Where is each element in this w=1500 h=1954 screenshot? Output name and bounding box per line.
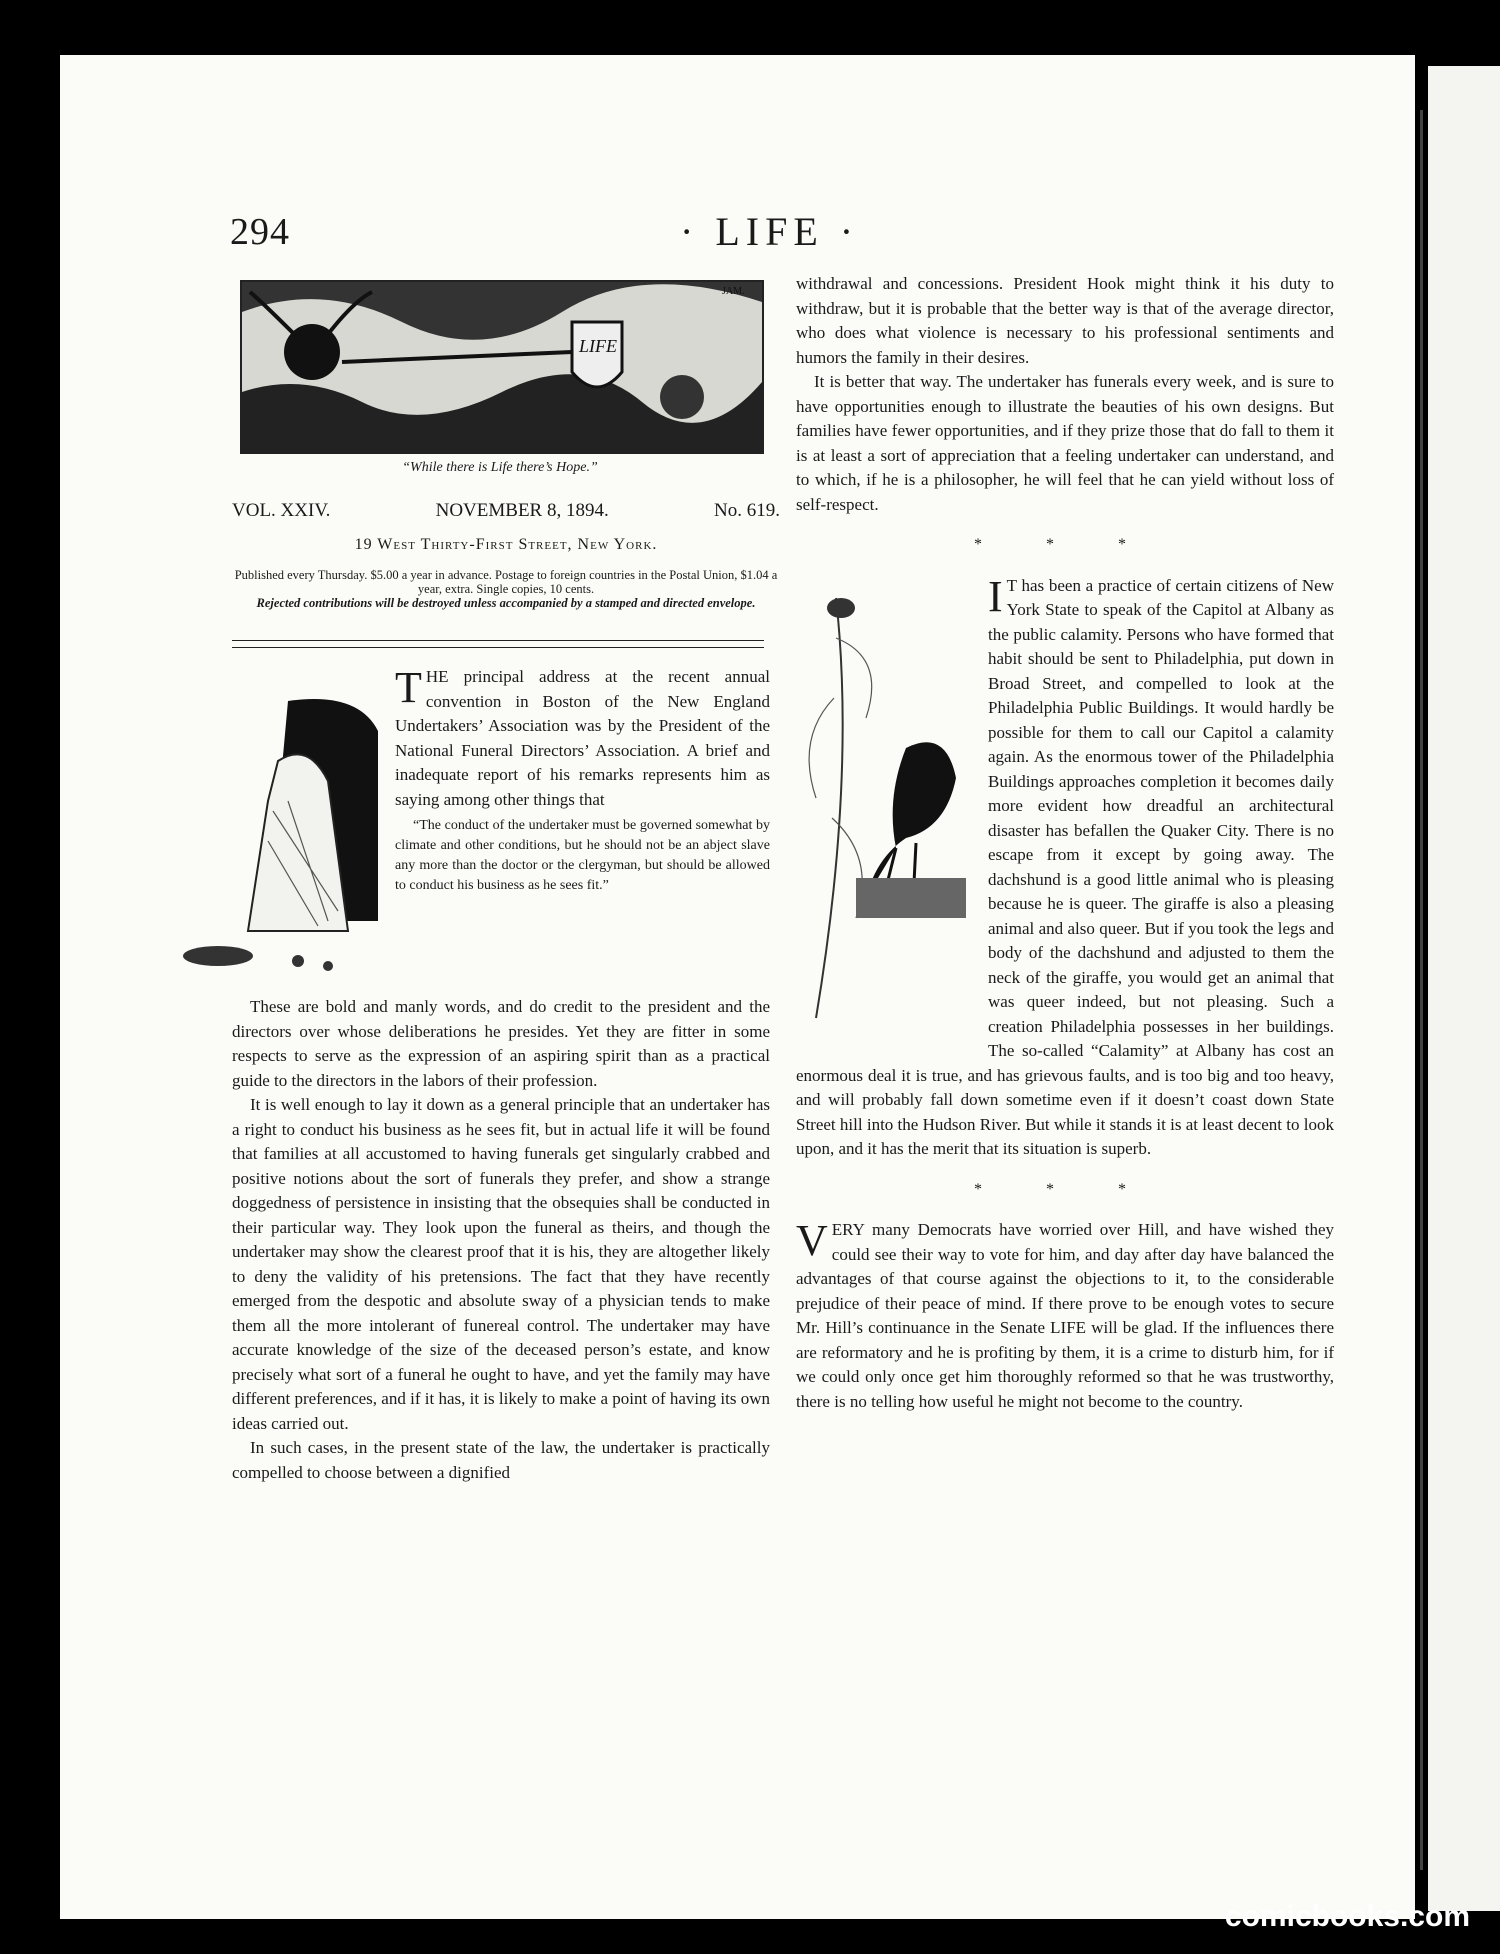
- shield-lettering: LIFE: [579, 336, 617, 356]
- publishing-info: [232, 568, 780, 610]
- volume-line: [232, 500, 780, 522]
- issue-date: NOVEMBER 8, 1894.: [435, 500, 609, 521]
- undertaker-continued: withdrawal and concessions. President Hook might think it his duty to withdraw, but it is probable that the better way is that of the average director, who does what violence is necessary to his professional sentiments and humors the family in their desires.: [796, 274, 1334, 367]
- address: 19 West Thirty-First Street, New York.: [354, 536, 658, 553]
- issue-number: No. 619.: [714, 500, 780, 521]
- right-column: [796, 272, 1334, 1414]
- subscription-info: Published every Thursday. $5.00 a year in advance. Postage to foreign countries in the Postal Union, $1.04 a year, extra. Single copies, 10 cents.: [234, 568, 778, 596]
- undertaker-para3: It is well enough to lay it down as a general principle that an undertaker has a right to conduct his business as he sees fit, but in actual life it will be found that families at all accustomed to having funerals get singularly crabbed and positive notions about the sort of funerals they prefer, and show a strange doggedness of persistence in insisting that the obsequies shall be conducted in their particular way. They look upon the funeral as theirs, and though the undertaker may show the clearest proof that it is his, they are altogether likely to deny the validity of his pretensions. The fact that they have recently emerged from the despotic and absolute sway of a physician tends to make them all the more intolerant of funereal control. The undertaker may have accurate knowledge of the size of the deceased person’s estate, and know precisely what sort of a funeral he ought to have, and yet the family may have different preferences, and if it has, it is likely to make a point of having its own ideas carried out.: [232, 1095, 770, 1433]
- header-rule: [232, 640, 764, 648]
- hooded-figure-illustration: [178, 671, 383, 991]
- president-quote: “The conduct of the undertaker must be governed somewhat by climate and other conditions, but he should not be an abject slave any more than the doctor or the clergyman, but should be allowed to conduct his business as he sees fit.”: [395, 818, 770, 893]
- art-signature: JAM.: [722, 286, 745, 297]
- peacock-feather-raven-illustration: [796, 578, 976, 1038]
- page-number: 294: [230, 211, 290, 253]
- volume: VOL. XXIV.: [232, 500, 331, 521]
- motto: “While there is Life there’s Hope.”: [402, 460, 598, 475]
- hill-paragraph: ERY many Democrats have worried over Hill, and have wished they could see their way to vote for him, and day after day have balanced the advantages of that course against the objections to it, to the considerable prejudice of their peace of mind. If there prove to be enough votes to secure Mr. Hill’s continuance in the Senate LIFE will be glad. If the influences there are reformatory and he is profiting by them, it is a crime to disturb him, for if we could only once get him thoroughly reformed so that he was trustworthy, there is no telling how useful he might not become to the country.: [796, 1220, 1334, 1411]
- left-column: [232, 665, 770, 1485]
- section-stars: * * *: [974, 536, 1156, 553]
- undertaker-para1: HE principal address at the recent annual convention in Boston of the New England Undertakers’ Association was by the President of the National Funeral Directors’ Association. A brief and inadequate report of his remarks represents him as saying among other things that: [395, 667, 770, 809]
- masthead-title: · LIFE ·: [680, 209, 860, 254]
- undertaker-para5: It is better that way. The undertaker has funerals every week, and is sure to have opportunities enough to illustrate the beauties of his own designs. But families have fewer opportunities, and if they prize those that do fall to them it is at least a sort of appreciation that a feeling undertaker can understand, and to which, if he is a philosopher, he will feel that he can yield without loss of self-respect.: [796, 372, 1334, 514]
- watermark: comicbooks.com: [1224, 1900, 1470, 1933]
- albany-paragraph: T has been a practice of certain citizens of New York State to speak of the Capitol at Albany as the public calamity. Persons who have formed that habit should be sent to Philadelphia, put down in Broad Street, and compelled to look at the Philadelphia Public Buildings. It would hardly be possible for them to call our Capitol a calamity again. As the enormous tower of the Philadelphia Buildings approaches completion it becomes daily more evident how dreadful an architectural disaster has befallen the Quaker City. There is no escape from it except by going away. The dachshund is a good little animal who is pleasing because he is queer. The giraffe is also a pleasing animal and also queer. But if you took the legs and body of the dachshund and adjusted to them the neck of the giraffe, you would get an animal that was queer indeed, but not pleasing. Such a creation Philadelphia possesses in her buildings. The so-called “Calamity” at Albany has cost an enormous deal it is true, and has grievous faults, and is too big and too heavy, and will probably fall down sometime even if it doesn’t coast down State Street hill into the Hudson River. But while it stands it is at least decent to look upon, and it has the merit that its situation is superb.: [796, 575, 1334, 1158]
- undertaker-para4: In such cases, in the present state of the law, the undertaker is practically compelled to choose between a dignified: [232, 1438, 770, 1482]
- rejected-notice: Rejected contributions will be destroyed unless accompanied by a stamped and directed envelope.: [256, 596, 756, 610]
- dropcap-i: I: [988, 571, 1003, 621]
- header-illustration: [240, 280, 764, 454]
- gutter-line: [1420, 110, 1423, 1870]
- dropcap: T: [395, 663, 422, 712]
- next-page-edge: [1428, 66, 1500, 1911]
- hill-para-wrap: [796, 1218, 1334, 1414]
- undertaker-para2: These are bold and manly words, and do credit to the president and the directors over whose deliberations he presides. Yet they are fitter in some respects to serve as the expression of an aspiring spirit than as a practical guide to the directors in the labors of their profession.: [232, 997, 770, 1090]
- section-stars-2: * * *: [974, 1180, 1156, 1198]
- dropcap-v: V: [796, 1216, 828, 1265]
